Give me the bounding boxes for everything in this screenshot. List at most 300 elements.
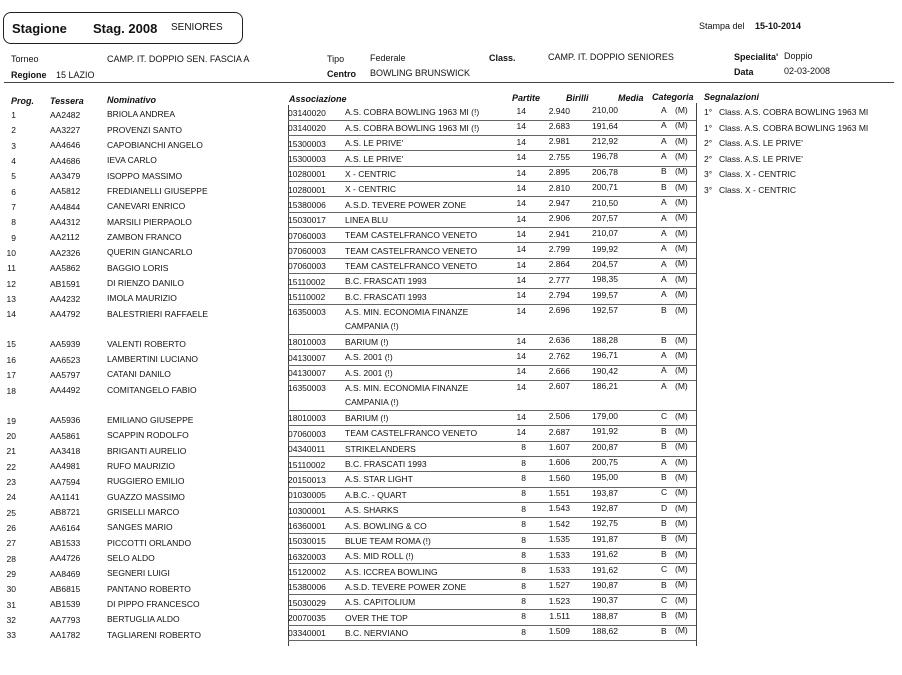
- birilli-cell: 2.683: [548, 121, 570, 132]
- codice-cell: 07060003: [288, 230, 326, 241]
- nominativo-cell: BERTUGLIA ALDO: [107, 614, 180, 625]
- prog-cell: 26: [6, 522, 16, 533]
- associazione-cell: OVER THE TOP: [345, 612, 408, 623]
- tessera-cell: AA4492: [50, 385, 81, 396]
- associazione-cell: A.S. CAPITOLIUM: [345, 597, 416, 608]
- col-segnalazioni: Segnalazioni: [704, 92, 760, 102]
- row-rule: [288, 640, 696, 641]
- prog-cell: 5: [11, 171, 16, 182]
- sesso-cell: (M): [675, 471, 688, 482]
- categoria-cell: B: [661, 472, 667, 482]
- associazione-cell: A.S. BOWLING & CO: [345, 520, 427, 531]
- media-cell: 191,64: [592, 120, 618, 131]
- segnalazione-text: Class. A.S. LE PRIVE': [719, 138, 803, 148]
- tessera-cell: AA5797: [50, 369, 81, 380]
- associazione-cell: A.S.D. TEVERE POWER ZONE: [345, 199, 467, 210]
- class-label: Class.: [489, 53, 516, 63]
- sesso-cell: (M): [675, 120, 688, 131]
- partite-cell: 8: [521, 565, 526, 576]
- associazione-cell: TEAM CASTELFRANCO VENETO: [345, 245, 478, 256]
- codice-cell: 03140020: [288, 107, 326, 118]
- birilli-cell: 2.666: [548, 366, 570, 376]
- tessera-cell: AB1533: [50, 538, 81, 548]
- media-cell: 200,87: [592, 441, 618, 452]
- prog-cell: 31: [6, 599, 16, 610]
- row-rule: [288, 273, 696, 274]
- associazione-cell: X - CENTRIC: [345, 184, 396, 195]
- categoria-cell: A: [661, 380, 667, 391]
- associazione-cell: A.S. MID ROLL (!): [345, 551, 414, 562]
- partite-cell: 8: [521, 549, 526, 560]
- birilli-cell: 1.543: [548, 503, 570, 514]
- categoria-cell: B: [661, 533, 667, 544]
- codice-cell: 04130007: [288, 368, 326, 379]
- birilli-cell: 2.799: [548, 243, 570, 254]
- row-rule: [288, 471, 696, 472]
- stampa-date: 15-10-2014: [755, 21, 802, 31]
- media-cell: 204,57: [592, 258, 618, 269]
- tessera-cell: AB1539: [50, 599, 81, 610]
- codice-cell: 04130007: [288, 352, 326, 363]
- col-media: Media: [618, 93, 644, 103]
- associazione-cell: A.S. ICCREA BOWLING: [345, 566, 438, 577]
- nominativo-cell: ISOPPO MASSIMO: [107, 170, 183, 181]
- specialita-value: Doppio: [784, 51, 813, 61]
- col-prog: Prog.: [11, 96, 35, 106]
- segnalazione-position: 3°: [704, 169, 713, 179]
- sesso-cell: (M): [675, 273, 688, 284]
- partite-cell: 14: [516, 335, 526, 346]
- prog-cell: 19: [6, 415, 16, 426]
- sesso-cell: (M): [675, 610, 688, 621]
- segnalazione-position: 1°: [704, 122, 713, 133]
- prog-cell: 27: [6, 538, 16, 549]
- birilli-cell: 2.696: [548, 305, 570, 316]
- birilli-cell: 2.940: [548, 105, 570, 116]
- associazione-cell: A.S.D. TEVERE POWER ZONE: [345, 581, 467, 592]
- media-cell: 192,87: [592, 503, 618, 514]
- associazione-cell: A.B.C. - QUART: [345, 489, 407, 500]
- tessera-cell: AA4646: [50, 140, 81, 151]
- row-rule: [288, 502, 696, 503]
- nominativo-cell: BRIOLA ANDREA: [107, 109, 176, 120]
- partite-cell: 8: [521, 503, 526, 514]
- associazione-cell: X - CENTRIC: [345, 168, 396, 179]
- row-rule: [288, 304, 696, 305]
- tessera-cell: AA4726: [50, 553, 81, 564]
- associazione-cell: STRIKELANDERS: [345, 443, 416, 454]
- nominativo-cell: EMILIANO GIUSEPPE: [107, 414, 194, 425]
- associazione-cell: BLUE TEAM ROMA (!): [345, 535, 431, 546]
- nominativo-cell: TAGLIARENI ROBERTO: [107, 629, 201, 640]
- nominativo-cell: PICCOTTI ORLANDO: [107, 537, 192, 548]
- media-cell: 191,92: [592, 426, 618, 437]
- tessera-cell: AA4981: [50, 461, 81, 472]
- nominativo-cell: DI RIENZO DANILO: [107, 278, 184, 288]
- codice-cell: 20070035: [288, 613, 326, 623]
- tessera-cell: AA3227: [50, 125, 81, 135]
- categoria-cell: A: [661, 456, 667, 467]
- partite-cell: 14: [516, 198, 526, 209]
- tessera-cell: AA4686: [50, 155, 81, 166]
- sesso-cell: (M): [675, 258, 688, 269]
- col-categoria: Categoria: [652, 92, 694, 102]
- class-value: CAMP. IT. DOPPIO SENIORES: [548, 52, 674, 62]
- media-cell: 190,87: [592, 579, 618, 590]
- row-rule: [288, 349, 696, 350]
- birilli-cell: 2.607: [548, 381, 570, 392]
- partite-cell: 8: [521, 611, 526, 622]
- prog-cell: 24: [6, 492, 16, 503]
- tessera-cell: AA3479: [50, 171, 81, 181]
- categoria-cell: C: [661, 594, 668, 605]
- sesso-cell: (M): [675, 502, 688, 513]
- partite-cell: 14: [516, 244, 526, 255]
- associazione-cell: A.S. LE PRIVE': [345, 138, 404, 149]
- tessera-cell: AA8469: [50, 568, 81, 579]
- codice-cell: 03140020: [288, 123, 326, 134]
- centro-label: Centro: [327, 69, 356, 79]
- sesso-cell: (M): [675, 349, 688, 360]
- categoria-cell: B: [661, 518, 667, 529]
- sesso-cell: (M): [675, 104, 688, 115]
- sesso-cell: (M): [675, 456, 688, 467]
- prog-cell: 33: [6, 630, 16, 641]
- birilli-cell: 1.551: [548, 488, 570, 499]
- tessera-cell: AB1591: [50, 278, 81, 289]
- nominativo-cell: RUGGIERO EMILIO: [107, 476, 185, 487]
- partite-cell: 14: [516, 182, 526, 193]
- data-value: 02-03-2008: [784, 66, 831, 76]
- col-birilli: Birilli: [566, 93, 589, 103]
- nominativo-cell: MARSILI PIERPAOLO: [107, 216, 192, 227]
- sesso-cell: (M): [675, 548, 688, 559]
- media-cell: 186,21: [592, 381, 618, 391]
- categoria-cell: A: [661, 135, 667, 146]
- partite-cell: 14: [516, 305, 526, 316]
- categoria-cell: A: [661, 289, 667, 300]
- codice-cell: 15110002: [288, 276, 326, 287]
- segnalazione-position: 1°: [704, 107, 713, 117]
- nominativo-cell: SANGES MARIO: [107, 522, 173, 533]
- sesso-cell: (M): [675, 181, 688, 192]
- partite-cell: 14: [516, 411, 526, 422]
- birilli-cell: 1.509: [548, 626, 570, 637]
- birilli-cell: 2.755: [548, 151, 570, 162]
- birilli-cell: 1.560: [548, 472, 570, 483]
- row-rule: [288, 487, 696, 488]
- prog-cell: 18: [6, 385, 16, 396]
- categoria-cell: B: [661, 625, 667, 636]
- tessera-cell: AA2112: [50, 232, 80, 243]
- tessera-cell: AA2482: [50, 109, 81, 120]
- categoria-cell: A: [661, 151, 667, 162]
- associazione-cell: A.S. MIN. ECONOMIA FINANZE: [345, 307, 469, 317]
- media-cell: 188,87: [592, 610, 618, 621]
- row-rule: [288, 380, 696, 381]
- associazione-cell: A.S. SHARKS: [345, 505, 399, 516]
- categoria-cell: B: [661, 334, 667, 345]
- media-cell: 198,35: [592, 274, 618, 285]
- media-cell: 190,37: [592, 595, 618, 606]
- nominativo-cell: LAMBERTINI LUCIANO: [107, 354, 199, 365]
- prog-cell: 20: [6, 430, 16, 441]
- media-cell: 196,78: [592, 151, 618, 162]
- associazione-cell: B.C. FRASCATI 1993: [345, 459, 427, 470]
- associazione-cell: A.S. STAR LIGHT: [345, 474, 413, 485]
- segnalazione-text: Class. X - CENTRIC: [719, 184, 796, 195]
- col-associazione: Associazione: [289, 94, 347, 104]
- codice-cell: 16320003: [288, 551, 326, 562]
- sesso-cell: (M): [675, 243, 688, 254]
- codice-cell: 04340011: [288, 444, 326, 455]
- col-partite: Partite: [512, 93, 541, 103]
- media-cell: 196,71: [592, 350, 618, 361]
- row-rule: [288, 625, 696, 626]
- row-rule: [288, 181, 696, 182]
- prog-cell: 30: [6, 584, 16, 595]
- birilli-cell: 2.947: [548, 197, 570, 208]
- sesso-cell: (M): [675, 518, 688, 528]
- nominativo-cell: BRIGANTI AURELIO: [107, 445, 187, 456]
- codice-cell: 15110002: [288, 292, 326, 302]
- centro-value: BOWLING BRUNSWICK: [370, 68, 471, 78]
- associazione-cell: B.C. NERVIANO: [345, 627, 409, 638]
- codice-cell: 15030015: [288, 536, 326, 547]
- birilli-cell: 2.794: [548, 289, 570, 300]
- media-cell: 210,00: [592, 105, 618, 116]
- birilli-cell: 2.864: [548, 259, 570, 270]
- data-label: Data: [734, 67, 754, 77]
- categoria-cell: C: [661, 410, 668, 421]
- associazione-cell: TEAM CASTELFRANCO VENETO: [345, 428, 478, 439]
- row-rule: [288, 227, 696, 228]
- row-rule: [288, 517, 696, 518]
- media-cell: 199,57: [592, 289, 618, 300]
- media-cell: 195,00: [592, 472, 618, 483]
- codice-cell: 15380006: [288, 582, 326, 593]
- prog-cell: 4: [11, 155, 16, 166]
- nominativo-cell: QUERIN GIANCARLO: [107, 247, 193, 258]
- partite-cell: 8: [521, 519, 526, 530]
- nominativo-cell: BAGGIO LORIS: [107, 262, 169, 273]
- prog-cell: 25: [6, 507, 16, 518]
- nominativo-cell: RUFO MAURIZIO: [107, 460, 175, 471]
- prog-cell: 13: [6, 294, 16, 305]
- tessera-cell: AA1141: [50, 492, 80, 502]
- codice-cell: 16350003: [288, 383, 326, 394]
- prog-cell: 8: [11, 217, 16, 228]
- sesso-cell: (M): [675, 594, 688, 605]
- codice-cell: 15300003: [288, 138, 326, 149]
- tessera-cell: AA5936: [50, 415, 81, 426]
- associazione-cell-line2: CAMPANIA (!): [345, 321, 399, 331]
- codice-cell: 15110002: [288, 459, 326, 470]
- specialita-label: Specialita': [734, 52, 779, 62]
- categoria-cell: A: [661, 349, 667, 360]
- torneo-label: Torneo: [11, 54, 39, 64]
- segnalazione-text: Class. A.S. COBRA BOWLING 1963 MI: [719, 107, 869, 117]
- tessera-cell: AA6523: [50, 354, 81, 365]
- partite-cell: 14: [516, 427, 526, 437]
- tessera-cell: AA5861: [50, 430, 81, 441]
- birilli-cell: 1.511: [549, 610, 570, 621]
- sesso-cell: (M): [675, 166, 688, 177]
- partite-cell: 14: [516, 106, 526, 117]
- categoria-cell: A: [661, 197, 667, 208]
- birilli-cell: 2.506: [548, 411, 570, 422]
- sesso-cell: (M): [675, 380, 688, 391]
- tessera-cell: AB6815: [50, 584, 81, 595]
- row-rule: [288, 334, 696, 335]
- segnalazione-text: Class. X - CENTRIC: [719, 169, 796, 179]
- prog-cell: 2: [11, 125, 16, 136]
- codice-cell: 18010003: [288, 337, 326, 348]
- partite-cell: 14: [516, 351, 526, 361]
- tessera-cell: AA5812: [50, 186, 81, 197]
- segnalazione-position: 2°: [704, 138, 713, 148]
- birilli-cell: 1.533: [548, 549, 570, 560]
- nominativo-cell: SCAPPIN RODOLFO: [107, 430, 189, 441]
- media-cell: 192,57: [592, 304, 618, 315]
- stagione-value: Stag. 2008: [93, 21, 158, 36]
- nominativo-cell: PANTANO ROBERTO: [107, 583, 191, 594]
- media-cell: 191,62: [592, 564, 618, 575]
- associazione-cell: TEAM CASTELFRANCO VENETO: [345, 230, 478, 241]
- tessera-cell: AA4312: [50, 217, 81, 228]
- partite-cell: 8: [521, 595, 526, 606]
- codice-cell: 07060003: [288, 428, 326, 439]
- associazione-cell: B.C. FRASCATI 1993: [345, 276, 427, 287]
- birilli-cell: 1.533: [548, 564, 570, 575]
- codice-cell: 16360001: [288, 520, 326, 531]
- partite-cell: 8: [521, 488, 526, 499]
- prog-cell: 6: [11, 186, 16, 197]
- tessera-cell: AA7594: [50, 476, 81, 487]
- regione-value: 15 LAZIO: [56, 70, 95, 80]
- row-rule: [288, 533, 696, 534]
- associazione-cell: BARIUM (!): [345, 337, 389, 347]
- row-rule: [288, 441, 696, 442]
- media-cell: 193,87: [592, 487, 618, 498]
- associazione-cell: A.S. COBRA BOWLING 1963 MI (!): [345, 107, 480, 118]
- stampa-label: Stampa del: [699, 21, 745, 31]
- torneo-value: CAMP. IT. DOPPIO SEN. FASCIA A: [107, 54, 250, 64]
- codice-cell: 20150013: [288, 474, 326, 485]
- sesso-cell: (M): [675, 365, 688, 376]
- nominativo-cell: CAPOBIANCHI ANGELO: [107, 139, 203, 150]
- associazione-cell: A.S. 2001 (!): [345, 352, 393, 363]
- birilli-cell: 1.523: [548, 595, 570, 606]
- prog-cell: 32: [6, 615, 16, 625]
- codice-cell: 15030029: [288, 597, 326, 608]
- nominativo-cell: SELO ALDO: [107, 552, 155, 563]
- tessera-cell: AA1782: [50, 630, 81, 641]
- categoria-cell: A: [661, 227, 667, 238]
- segnalazione-position: 3°: [704, 184, 713, 195]
- partite-cell: 14: [516, 136, 526, 147]
- categoria-cell: B: [661, 579, 667, 590]
- row-rule: [288, 410, 696, 411]
- nominativo-cell: IEVA CARLO: [107, 155, 157, 166]
- segnalazione-text: Class. A.S. LE PRIVE': [719, 153, 803, 164]
- tessera-cell: AA5939: [50, 339, 81, 350]
- media-cell: 191,87: [592, 533, 618, 544]
- nominativo-cell: SEGNERI LUIGI: [107, 568, 170, 579]
- nominativo-cell: GUAZZO MASSIMO: [107, 491, 185, 502]
- prog-cell: 11: [7, 263, 16, 274]
- partite-cell: 14: [516, 290, 526, 301]
- media-cell: 210,50: [592, 197, 618, 208]
- codice-cell: 01030005: [288, 490, 326, 501]
- associazione-cell: LINEA BLU: [345, 214, 388, 225]
- row-rule: [288, 120, 696, 121]
- prog-cell: 23: [6, 476, 16, 487]
- row-rule: [288, 609, 696, 610]
- nominativo-cell: BALESTRIERI RAFFAELE: [107, 308, 209, 319]
- segnalazione-position: 2°: [704, 153, 713, 164]
- prog-cell: 10: [6, 248, 16, 258]
- nominativo-cell: CANEVARI ENRICO: [107, 201, 186, 212]
- sesso-cell: (M): [675, 441, 688, 452]
- birilli-cell: 2.906: [548, 213, 570, 224]
- media-cell: 192,75: [592, 518, 618, 529]
- birilli-cell: 2.981: [548, 136, 570, 147]
- categoria-cell: B: [661, 304, 667, 315]
- tessera-cell: AA4844: [50, 201, 81, 212]
- media-cell: 191,62: [592, 549, 618, 560]
- categoria-cell: A: [661, 212, 667, 223]
- prog-cell: 17: [6, 370, 16, 381]
- sesso-cell: (M): [675, 410, 688, 421]
- row-rule: [288, 579, 696, 580]
- media-cell: 200,71: [592, 182, 618, 193]
- categoria-cell: B: [661, 166, 667, 177]
- prog-cell: 16: [6, 354, 16, 365]
- partite-cell: 8: [521, 457, 526, 468]
- categoria-cell: A: [661, 365, 667, 376]
- nominativo-cell: DI PIPPO FRANCESCO: [107, 599, 200, 609]
- sesso-cell: (M): [675, 533, 688, 544]
- segnalazione-text: Class. A.S. COBRA BOWLING 1963 MI: [719, 122, 869, 133]
- sesso-cell: (M): [675, 334, 688, 345]
- prog-cell: 14: [6, 309, 16, 320]
- categoria-cell: A: [661, 120, 667, 131]
- prog-cell: 9: [11, 232, 16, 243]
- codice-cell: 10280001: [288, 184, 326, 195]
- nominativo-cell: FREDIANELLI GIUSEPPE: [107, 185, 208, 196]
- sesso-cell: (M): [675, 425, 688, 436]
- sesso-cell: (M): [675, 487, 688, 498]
- categoria-cell: B: [661, 181, 667, 192]
- codice-cell: 07060003: [288, 246, 326, 256]
- partite-cell: 14: [516, 381, 526, 392]
- row-rule: [288, 365, 696, 366]
- sesso-cell: (M): [675, 579, 688, 590]
- birilli-cell: 2.762: [548, 350, 570, 361]
- sesso-cell: (M): [675, 151, 688, 161]
- prog-cell: 28: [6, 553, 16, 564]
- birilli-cell: 1.527: [548, 580, 570, 591]
- categoria-cell: D: [661, 502, 668, 513]
- media-cell: 207,57: [592, 212, 618, 223]
- row-rule: [288, 196, 696, 197]
- partite-cell: 8: [521, 473, 526, 484]
- nominativo-cell: COMITANGELO FABIO: [107, 384, 197, 395]
- category-label: SENIORES: [171, 22, 223, 33]
- sesso-cell: (M): [675, 227, 688, 238]
- codice-cell: 10300001: [288, 505, 326, 516]
